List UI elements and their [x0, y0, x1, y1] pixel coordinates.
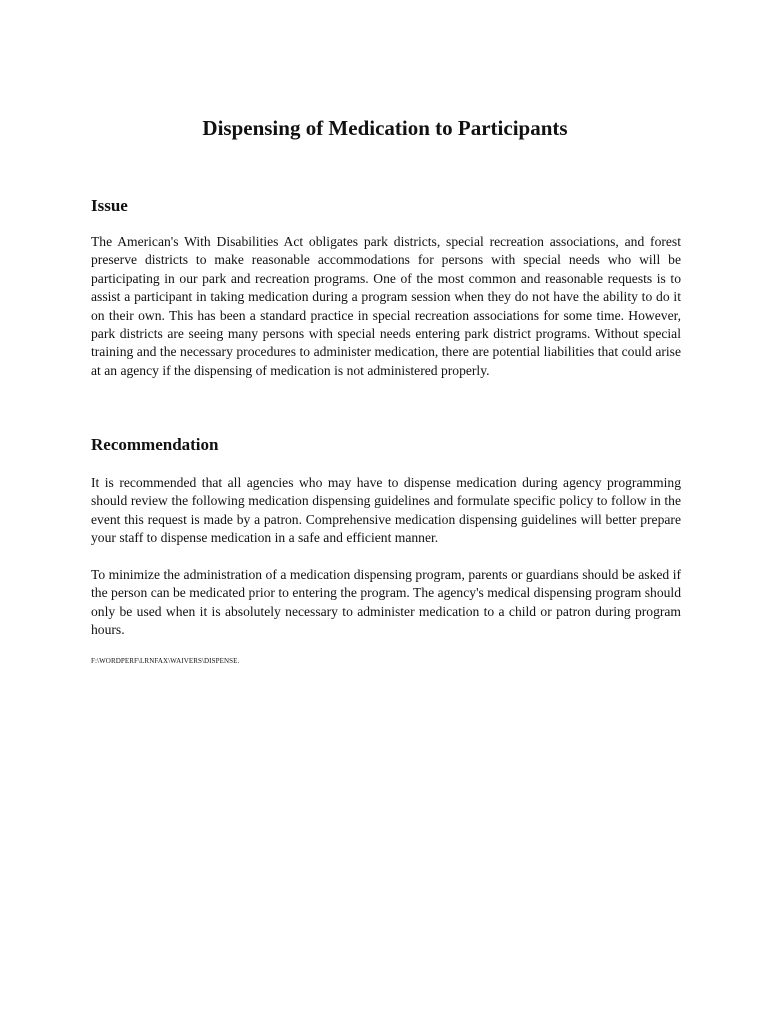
issue-paragraph: The American's With Disabilities Act obligates park districts, special recreation associations, and forest preserve districts to make reasonable accommodations for persons with special needs who will be participating in our park and recreation programs. One of the most common and reasonable requests is to assist a participant in taking medication during a program session when they do not have the ability to do it on their own. This has been a standard practice in special recreation associations for some time. However, park districts are seeing many persons with special needs entering park district programs. Without special training and the necessary procedures to administer medication, there are potential liabilities that could arise at an agency if the dispensing of medication is not administered properly.	[91, 234, 681, 378]
recommendation-paragraph-2: To minimize the administration of a medication dispensing program, parents or guardians should be asked if the person can be medicated prior to entering the program. The agency's medical dispensing program should only be used when it is absolutely necessary to administer medication to a child or patron during program hours.	[91, 567, 681, 638]
section-heading-recommendation: Recommendation	[91, 435, 219, 454]
document-title: Dispensing of Medication to Participants	[202, 116, 568, 140]
recommendation-paragraph-1: It is recommended that all agencies who may have to dispense medication during agency programming should review the following medication dispensing guidelines and formulate specific policy to follow in the event this request is made by a patron. Comprehensive medication dispensing guidelines will better prepare your staff to dispense medication in a safe and efficient manner.	[91, 475, 681, 546]
section-heading-issue: Issue	[91, 196, 128, 215]
file-path-footer: F:\WORDPERF\LRNFAX\WAIVERS\DISPENSE.	[91, 657, 240, 665]
